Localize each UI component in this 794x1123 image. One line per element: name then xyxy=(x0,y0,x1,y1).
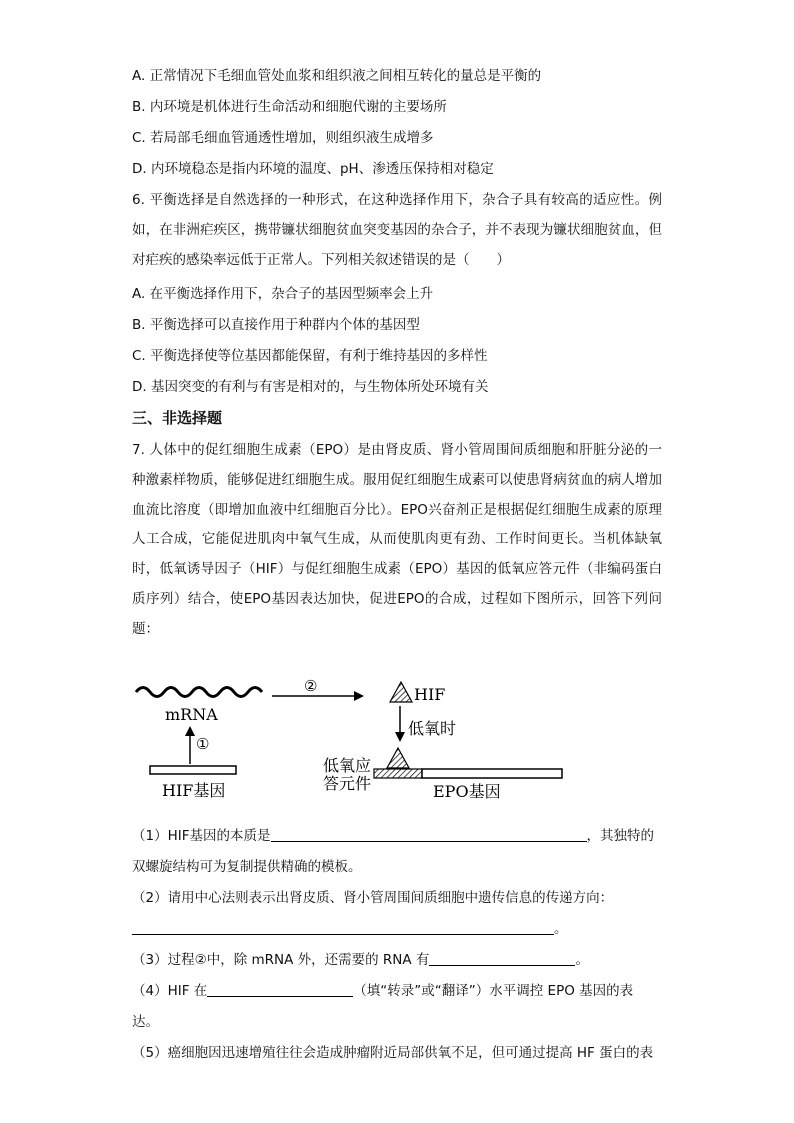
q6-option-c: C. 平衡选择使等位基因都能保留，有利于维持基因的多样性 xyxy=(132,348,488,364)
q6-option-a: A. 在平衡选择作用下，杂合子的基因型频率会上升 xyxy=(132,286,434,302)
hypoxia-label: 低氧时 xyxy=(408,719,457,738)
step2-label: ② xyxy=(304,677,318,695)
epo-diagram xyxy=(130,672,570,807)
q5-option-b: B. 内环境是机体进行生命活动和细胞代谢的主要场所 xyxy=(132,99,447,115)
q7-sub2-answer: 。 xyxy=(132,919,568,939)
q6-option-b: B. 平衡选择可以直接作用于种群内个体的基因型 xyxy=(132,317,420,333)
mrna-wave xyxy=(136,688,262,697)
hif-label: HIF xyxy=(414,685,446,704)
q7-sub5: （5）癌细胞因迅速增殖往往会造成肿瘤附近局部供氧不足，但可通过提高 HF 蛋白的表 xyxy=(132,1045,654,1061)
q7-sub4-cont: 达。 xyxy=(132,1014,159,1030)
q6-option-d: D. 基因突变的有利与有害是相对的，与生物体所处环境有关 xyxy=(132,379,489,395)
epo-gene-label: EPO基因 xyxy=(433,782,501,801)
arrow-right-icon xyxy=(354,691,364,701)
q5-option-d: D. 内环境稳态是指内环境的温度、pH、渗透压保持相对稳定 xyxy=(132,161,494,177)
arrow-up-icon xyxy=(185,726,195,736)
bound-hif-icon xyxy=(387,748,409,768)
q7-sub1: （1）HIF基因的本质是 ，其独特的 xyxy=(132,828,654,844)
mrna-label: mRNA xyxy=(165,705,218,724)
step1-label: ① xyxy=(196,735,210,753)
answer-blank-4[interactable] xyxy=(207,982,353,997)
hre-element xyxy=(374,769,422,778)
q5-option-a: A. 正常情况下毛细血管处血浆和组织液之间相互转化的量总是平衡的 xyxy=(132,68,542,84)
hif-gene-bar xyxy=(150,766,236,774)
q7-sub2: （2）请用中心法则表示出肾皮质、肾小管周围间质细胞中遗传信息的传递方向： xyxy=(132,890,614,906)
section-heading: 三、非选择题 xyxy=(132,409,223,427)
q7-stem: 7. 人体中的促红细胞生成素（EPO）是由肾皮质、肾小管周围间质细胞和肝脏分泌的一种激素样物质，能够促进红细胞生成。服用促红细胞生成素可以使患肾病贫血的病人增加血流比溶度（即增加血液中红细胞百分比）。EPO兴奋剂正是根据促红细胞生成素的原理人工合成，它能促进肌肉中氧气生成，从而使肌肉更有劲、工作时间更长。当机体缺氧时，低氧诱导因子（HIF）与促红细胞生成素（EPO）基因的低氧应答元件（非编码蛋白质序列）结合，使EPO基因表达加快，促进EPO的合成，过程如下图所示，回答下列问题： xyxy=(132,442,662,637)
answer-blank-3[interactable] xyxy=(429,951,575,966)
q7-sub1-cont: 双螺旋结构可为复制提供精确的模板。 xyxy=(132,859,362,875)
epo-gene-bar xyxy=(422,769,562,778)
hre-label-line2: 答元件 xyxy=(323,774,372,793)
q7-sub4: （4）HIF 在 （填“转录”或“翻译”）水平调控 EPO 基因的表 xyxy=(132,983,634,999)
q7-sub3: （3）过程②中，除 mRNA 外，还需要的 RNA 有 。 xyxy=(132,952,589,968)
hif-gene-label: HIF基因 xyxy=(162,781,226,800)
q5-option-c: C. 若局部毛细血管通透性增加，则组织液生成增多 xyxy=(132,130,434,146)
arrow-down-icon xyxy=(395,732,405,742)
hif-protein-icon xyxy=(390,682,412,702)
q6-stem: 6. 平衡选择是自然选择的一种形式，在这种选择作用下，杂合子具有较高的适应性。例如，在非洲疟疾区，携带镰状细胞贫血突变基因的杂合子，并不表现为镰状细胞贫血，但对疟疾的感染率远低于正常人。下列相关叙述错误的是（ ） xyxy=(132,192,662,268)
answer-blank-1[interactable] xyxy=(271,827,587,842)
hre-label-line1: 低氧应 xyxy=(323,756,372,775)
answer-blank-2[interactable] xyxy=(132,920,554,935)
